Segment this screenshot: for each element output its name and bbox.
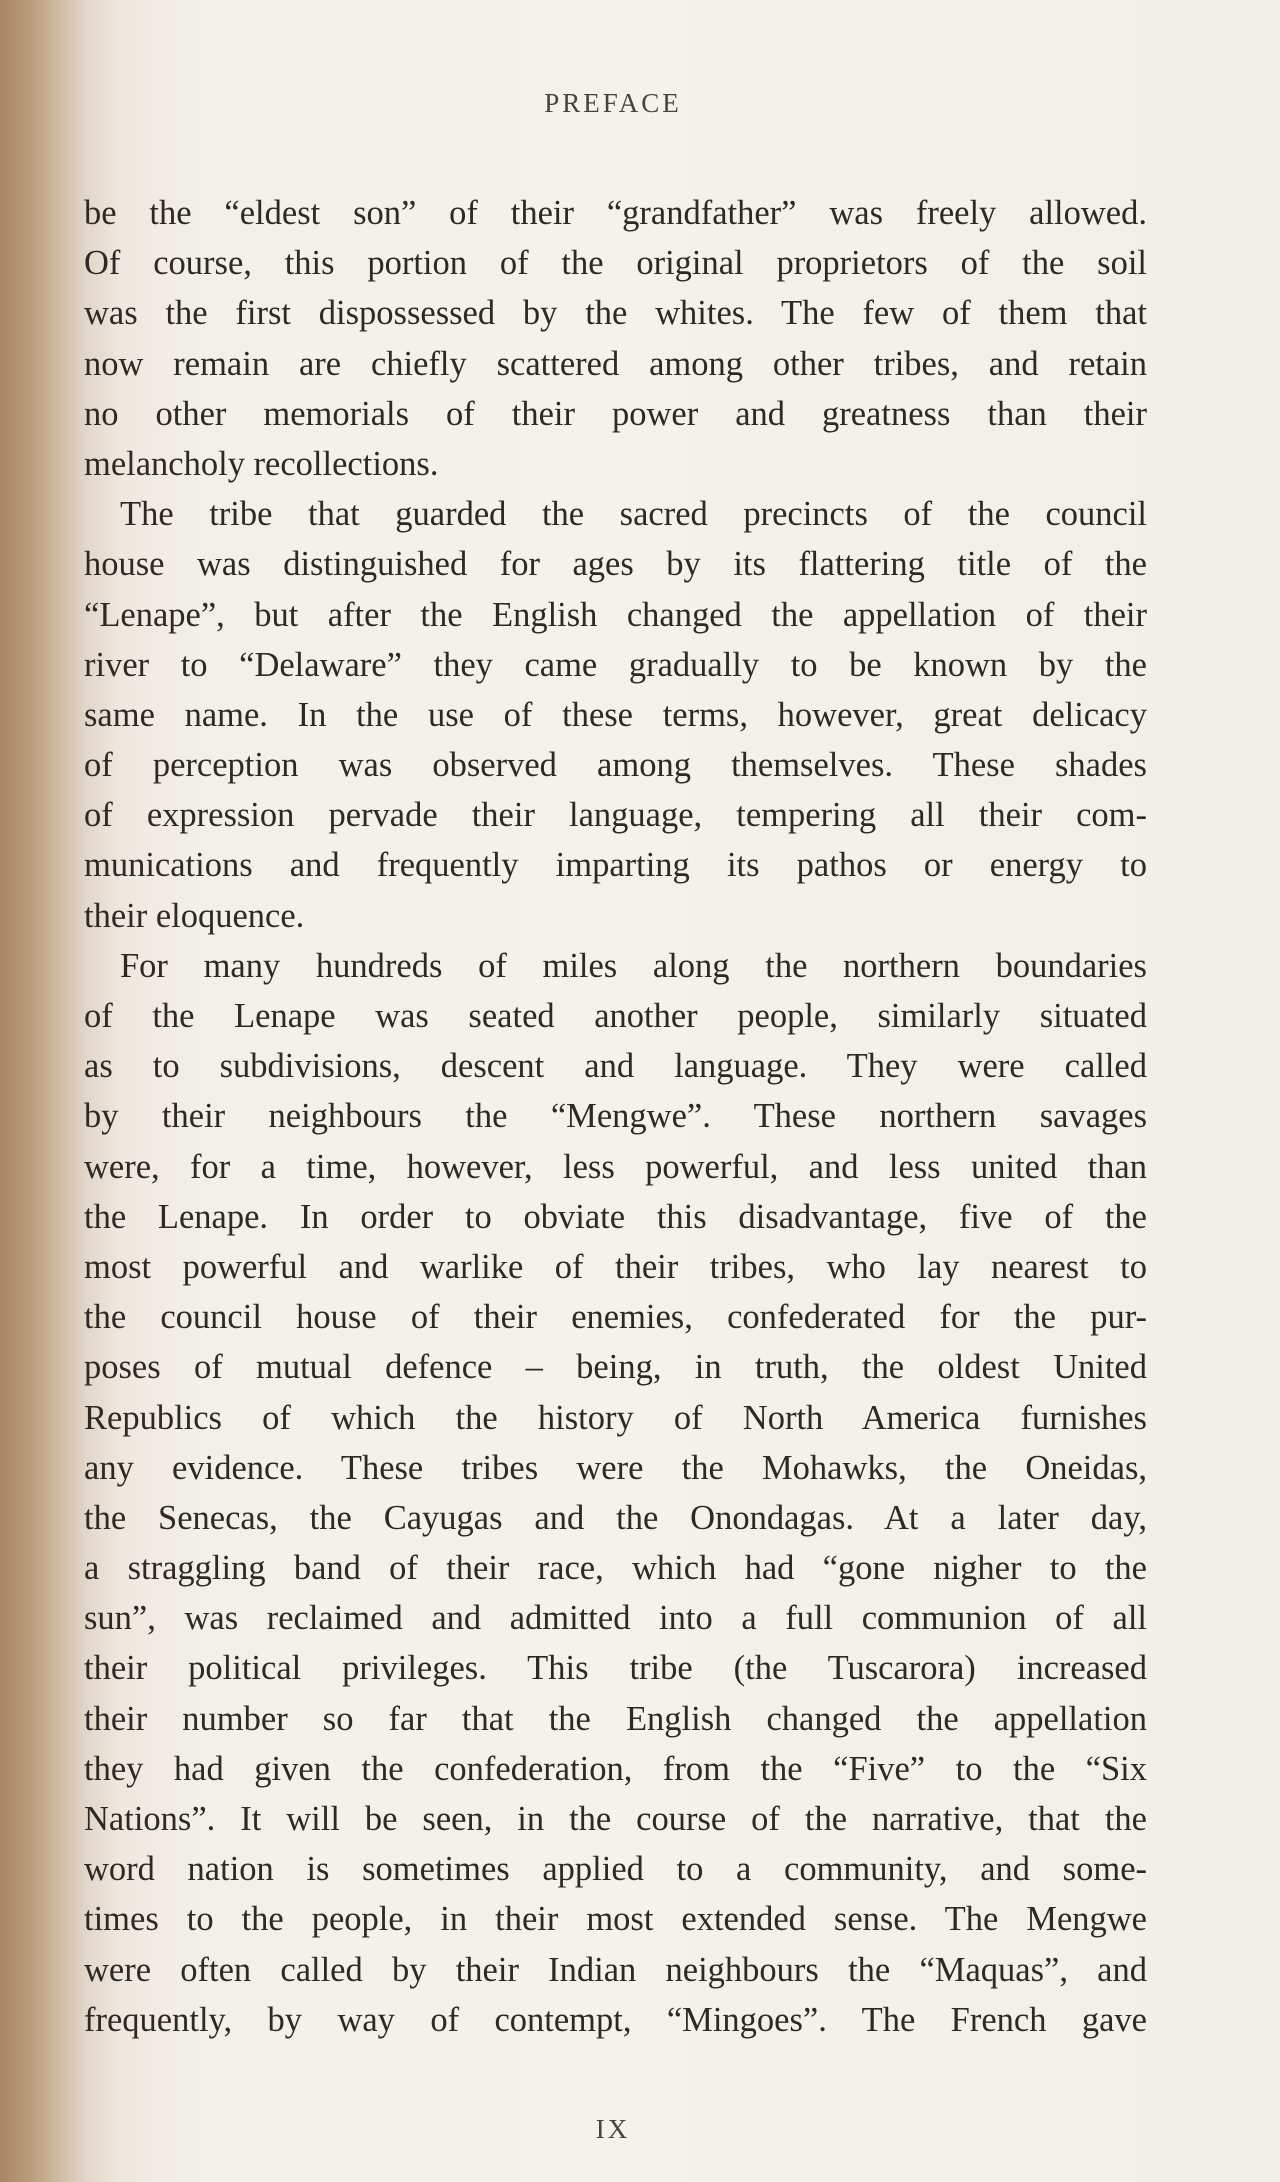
text-line: of perception was observed among themselves. These shades: [84, 746, 1147, 785]
text-line: most powerful and warlike of their tribes, who lay nearest to: [84, 1247, 1147, 1286]
text-line: word nation is sometimes applied to a community, and some-: [84, 1850, 1147, 1889]
text-line: their number so far that the English changed the appellation: [84, 1699, 1147, 1738]
text-line: times to the people, in their most extended sense. The Mengwe: [84, 1900, 1147, 1939]
text-line: Of course, this portion of the original proprietors of the soil: [84, 244, 1147, 283]
text-line: was the first dispossessed by the whites. The few of them that: [84, 294, 1147, 333]
text-line: “Lenape”, but after the English changed the appellation of their: [84, 595, 1147, 634]
text-line: house was distinguished for ages by its flattering title of the: [84, 545, 1147, 584]
text-line: the council house of their enemies, confederated for the pur-: [84, 1298, 1147, 1337]
page-number: IX: [595, 2114, 631, 2144]
text-line: they had given the confederation, from the “Five” to the “Six: [84, 1749, 1147, 1788]
text-line: Nations”. It will be seen, in the course of the narrative, that the: [84, 1800, 1147, 1838]
text-line: no other memorials of their power and greatness than their: [84, 394, 1147, 433]
text-line: melancholy recollections.: [84, 444, 439, 483]
text-line: their political privileges. This tribe (the Tuscarora) increased: [84, 1649, 1147, 1688]
text-line: For many hundreds of miles along the northern boundaries: [120, 946, 1147, 985]
text-line: now remain are chiefly scattered among other tribes, and retain: [84, 344, 1147, 383]
text-line: munications and frequently imparting its pathos or energy to: [84, 846, 1147, 885]
text-line: river to “Delaware” they came gradually to be known by the: [84, 645, 1147, 684]
text-line: sun”, was reclaimed and admitted into a full communion of all: [84, 1599, 1147, 1638]
text-line: any evidence. These tribes were the Mohawks, the Oneidas,: [84, 1448, 1147, 1487]
text-line: by their neighbours the “Mengwe”. These northern savages: [84, 1097, 1147, 1136]
text-line: were, for a time, however, less powerful, and less united than: [84, 1147, 1147, 1186]
text-line: were often called by their Indian neighbours the “Maquas”, and: [84, 1950, 1147, 1989]
text-line: poses of mutual defence – being, in truth, the oldest United: [84, 1348, 1147, 1387]
text-line: of the Lenape was seated another people, similarly situated: [84, 997, 1147, 1035]
text-line: The tribe that guarded the sacred precincts of the council: [120, 495, 1147, 534]
text-line: frequently, by way of contempt, “Mingoes”. The French gave: [84, 2000, 1147, 2039]
text-line: same name. In the use of these terms, however, great delicacy: [84, 695, 1147, 734]
text-line: of expression pervade their language, tempering all their com-: [84, 796, 1147, 835]
running-head: PREFACE: [544, 88, 682, 118]
text-line: be the “eldest son” of their “grandfather” was freely allowed.: [84, 194, 1147, 232]
text-line: a straggling band of their race, which had “gone nigher to the: [84, 1549, 1147, 1588]
text-line: the Lenape. In order to obviate this disadvantage, five of the: [84, 1197, 1147, 1236]
text-line: Republics of which the history of North America furnishes: [84, 1398, 1147, 1437]
body-text: [84, 188, 1147, 2045]
text-line: as to subdivisions, descent and language. They were called: [84, 1047, 1147, 1086]
text-line: their eloquence.: [84, 896, 305, 935]
text-line: the Senecas, the Cayugas and the Onondagas. At a later day,: [84, 1498, 1147, 1537]
